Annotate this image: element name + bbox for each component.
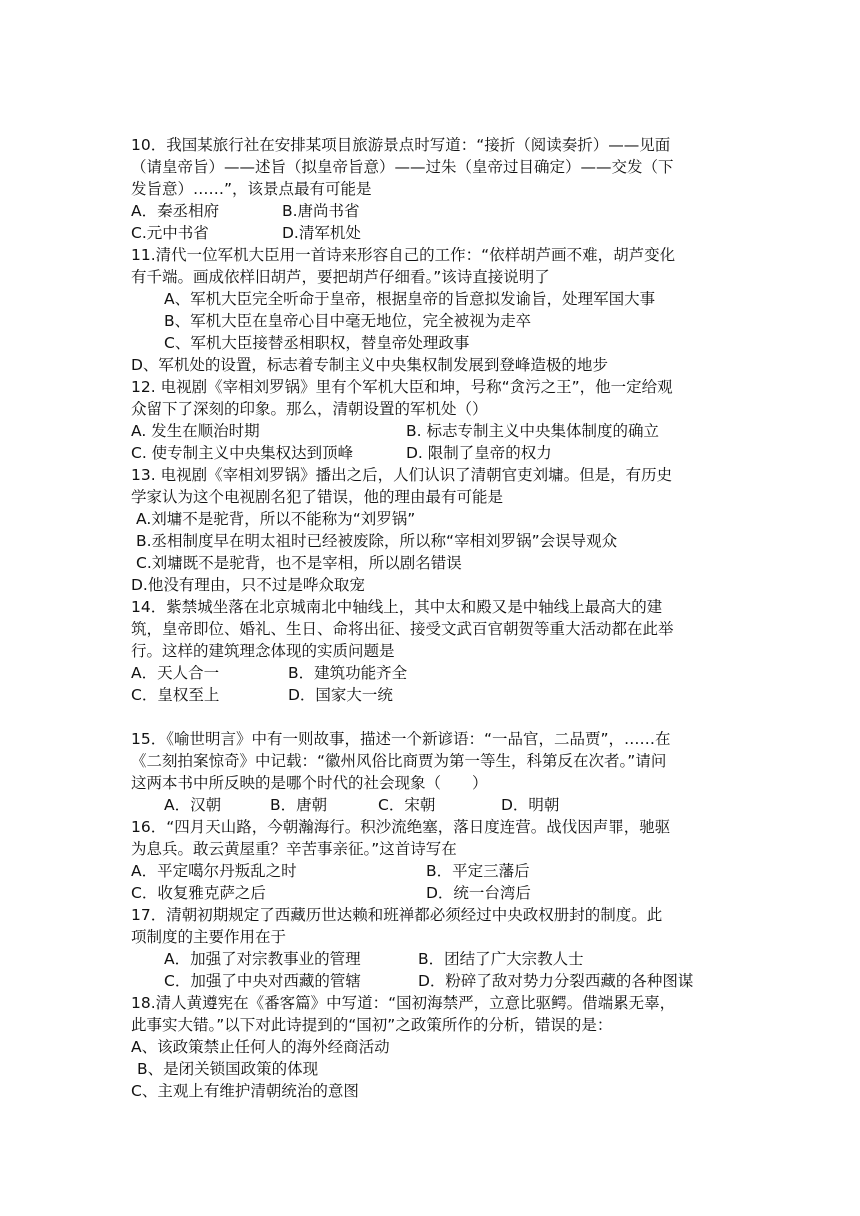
q13-option-a: A.刘墉不是驼背，所以不能称为“刘罗锅” <box>136 510 416 528</box>
q11-option-b: B、军机大臣在皇帝心目中毫无地位，完全被视为走卒 <box>164 312 532 330</box>
q11-line-1: 11.清代一位军机大臣用一首诗来形容自己的工作：“依样胡芦画不难，胡芦变化 <box>131 246 676 264</box>
q10-options-row-2 <box>131 222 361 244</box>
q12-options-row-2 <box>131 442 552 464</box>
q12-option-c: C. 使专制主义中央集权达到顶峰 <box>131 444 354 462</box>
q15-options-row <box>164 794 560 816</box>
q12-line-2: 众留下了深刻的印象。那么，清朝设置的军机处（） <box>131 400 488 418</box>
q10-option-d: D.清军机处 <box>282 224 361 242</box>
q13-option-d: D.他没有理由，只不过是哗众取宠 <box>131 576 365 594</box>
q12-option-d: D. 限制了皇帝的权力 <box>406 444 552 462</box>
q14-option-c: C．皇权至上 <box>131 686 220 704</box>
q12-line-1: 12. 电视剧《宰相刘罗锅》里有个军机大臣和坤，号称“贪污之王”，他一定给观 <box>131 378 673 396</box>
q14-option-a: A．天人合一 <box>131 664 220 682</box>
q17-option-a: A．加强了对宗教事业的管理 <box>164 950 361 968</box>
q10-option-a: A．秦丞相府 <box>131 202 220 220</box>
q16-line-1: 16．“四月天山路，今朝瀚海行。积沙流绝塞，落日度连营。战伐因声罪，驰驱 <box>131 818 671 836</box>
q17-option-b: B．团结了广大宗教人士 <box>418 950 584 968</box>
q15-option-c: C．宋朝 <box>378 796 436 814</box>
q13-option-b: B.丞相制度早在明太祖时已经被废除，所以称“宰相刘罗锅”会误导观众 <box>136 532 618 550</box>
q16-options-row-1 <box>131 860 530 882</box>
q13-line-1: 13. 电视剧《宰相刘罗锅》播出之后，人们认识了清朝官吏刘墉。但是，有历史 <box>131 466 673 484</box>
q16-option-c: C．收复雅克萨之后 <box>131 884 266 902</box>
q10-line-1: 10．我国某旅行社在安排某项目旅游景点时写道：“接折（阅读奏折）——见面 <box>131 136 671 154</box>
q12-options-row-1 <box>131 420 659 442</box>
q18-line-1: 18.清人黄遵宪在《番客篇》中写道：“国初海禁严，立意比驱鳄。借端累无辜， <box>131 994 676 1012</box>
q10-options-row-1 <box>131 200 360 222</box>
q16-options-row-2 <box>131 882 531 904</box>
q15-option-d: D．明朝 <box>501 796 560 814</box>
q15-line-2: 《二刻拍案惊奇》中记载：“徽州风俗比商贾为第一等生，科第反在次者。”请问 <box>131 752 667 770</box>
q15-option-a: A．汉朝 <box>164 796 222 814</box>
q18-option-a: A、该政策禁止任何人的海外经商活动 <box>131 1038 390 1056</box>
q11-option-d: D、军机处的设置，标志着专制主义中央集权制发展到登峰造极的地步 <box>131 356 608 374</box>
q16-line-2: 为息兵。敢云黄屋重？辛苦事亲征。”这首诗写在 <box>131 840 457 858</box>
q13-line-2: 学家认为这个电视剧名犯了错误，他的理由最有可能是 <box>131 488 504 506</box>
q15-line-1: 15．《喻世明言》中有一则故事，描述一个新谚语：“一品官，二品贾”，……在 <box>131 730 671 748</box>
q15-option-b: B．唐朝 <box>270 796 328 814</box>
q12-option-a: A. 发生在顺治时期 <box>131 422 260 440</box>
q18-line-2: 此事实大错。”以下对此诗提到的“国初”之政策所作的分析，错误的是： <box>131 1016 613 1034</box>
q14-option-b: B．建筑功能齐全 <box>288 664 408 682</box>
q16-option-b: B．平定三藩后 <box>426 862 530 880</box>
q15-line-3: 这两本书中所反映的是哪个时代的社会现象（ ） <box>131 774 488 792</box>
q18-option-b: B、是闭关锁国政策的体现 <box>137 1060 319 1078</box>
q18-option-c: C、主观上有维护清朝统治的意图 <box>131 1082 359 1100</box>
q17-line-2: 项制度的主要作用在于 <box>131 928 287 946</box>
q10-line-2: （请皇帝旨）——述旨（拟皇帝旨意）——过朱（皇帝过目确定）——交发（下 <box>131 158 674 176</box>
q11-option-c: C、军机大臣接替丞相职权，替皇帝处理政事 <box>164 334 470 352</box>
q17-line-1: 17．清朝初期规定了西藏历世达赖和班禅都必须经过中央政权册封的制度。此 <box>131 906 663 924</box>
q14-line-2: 筑，皇帝即位、婚礼、生日、命将出征、接受文武百官朝贺等重大活动都在此举 <box>131 620 674 638</box>
q17-option-d: D．粉碎了敌对势力分裂西藏的各种图谋 <box>418 972 694 990</box>
q17-options-row-1 <box>164 948 584 970</box>
q17-options-row-2 <box>164 970 694 992</box>
q10-option-c: C.元中书省 <box>131 224 209 242</box>
q11-option-a: A、军机大臣完全听命于皇帝，根据皇帝的旨意拟发谕旨，处理军国大事 <box>164 290 656 308</box>
q10-option-b: B.唐尚书省 <box>282 202 360 220</box>
q14-line-1: 14．紫禁城坐落在北京城南北中轴线上，其中太和殿又是中轴线上最高大的建 <box>131 598 663 616</box>
q14-options-row-2 <box>131 684 393 706</box>
q16-option-d: D．统一台湾后 <box>426 884 531 902</box>
q14-option-d: D．国家大一统 <box>288 686 393 704</box>
q11-line-2: 有千端。画成依样旧胡芦，要把胡芦仔细看。”该诗直接说明了 <box>131 268 550 286</box>
q16-option-a: A．平定噶尔丹叛乱之时 <box>131 862 297 880</box>
q17-option-c: C．加强了中央对西藏的管辖 <box>164 972 361 990</box>
q14-options-row-1 <box>131 662 408 684</box>
q13-option-c: C.刘墉既不是驼背，也不是宰相，所以剧名错误 <box>136 554 462 572</box>
q12-option-b: B. 标志专制主义中央集体制度的确立 <box>406 422 659 440</box>
q10-line-3: 发旨意）……”，该景点最有可能是 <box>131 180 372 198</box>
q14-line-3: 行。这样的建筑理念体现的实质问题是 <box>131 642 395 660</box>
